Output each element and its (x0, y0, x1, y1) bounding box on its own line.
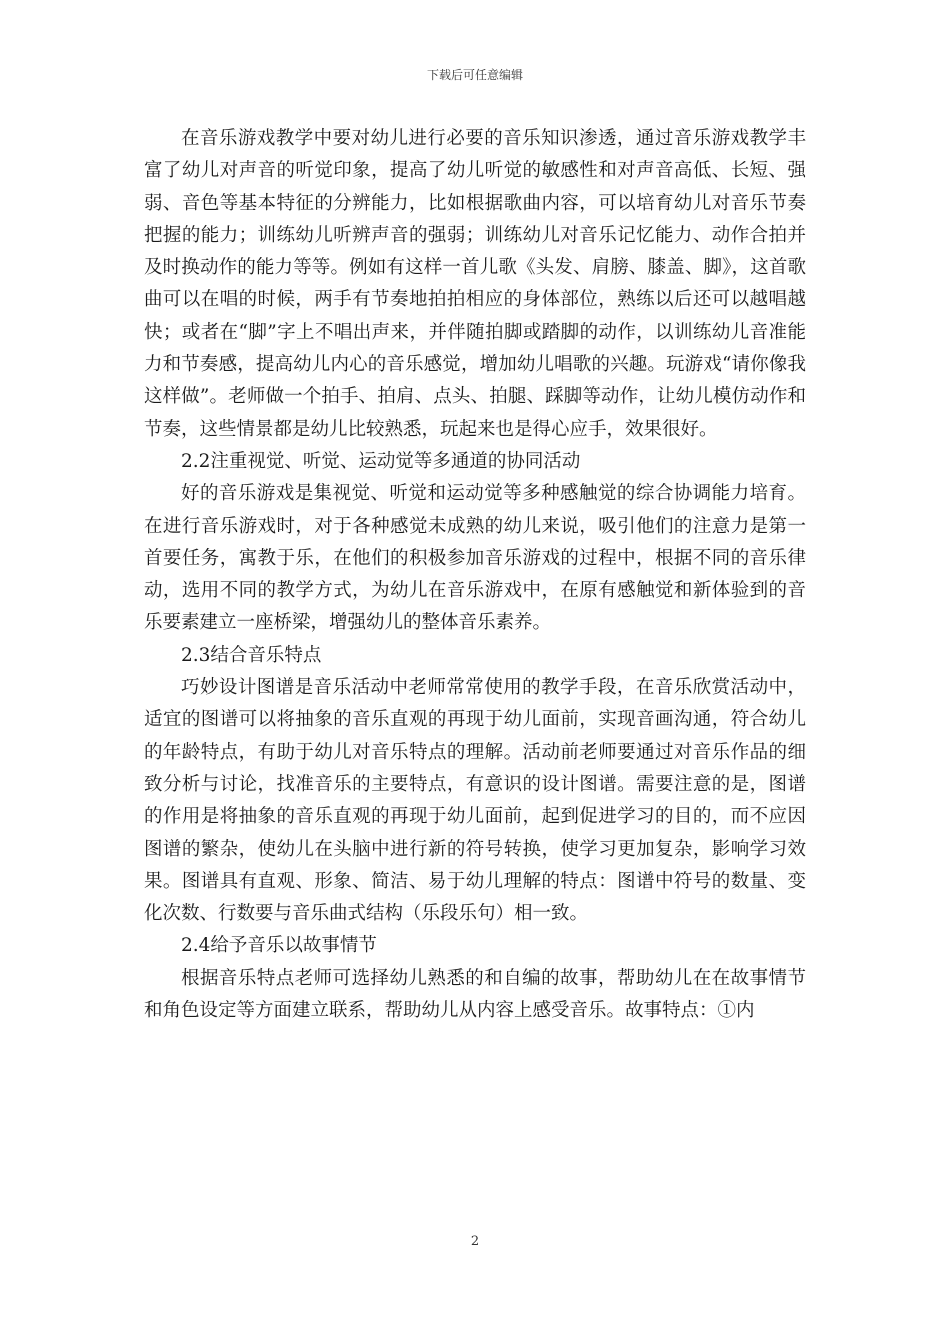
page-number: 2 (470, 1234, 480, 1249)
paragraph-music-knowledge: 在音乐游戏教学中要对幼儿进行必要的音乐知识渗透，通过音乐游戏教学丰富了幼儿对声音的听觉印象，提高了幼儿听觉的敏感性和对声音高低、长短、强弱、音色等基本特征的分辨能力，比如根据歌曲内容，可以培育幼儿对音乐节奏把握的能力；训练幼儿听辨声音的强弱；训练幼儿对音乐记忆能力、动作合拍并及时换动作的能力等等。例如有这样一首儿歌《头发、肩膀、膝盖、脚》，这首歌曲可以在唱的时候，两手有节奏地拍拍相应的身体部位，熟练以后还可以越唱越快；或者在“脚”字上不唱出声来，并伴随拍脚或踏脚的动作，以训练幼儿音准能力和节奏感，提高幼儿内心的音乐感觉，增加幼儿唱歌的兴趣。玩游戏“请你像我这样做”。老师做一个拍手、拍肩、点头、拍腿、踩脚等动作，让幼儿模仿动作和节奏，这些情景都是幼儿比较熟悉，玩起来也是得心应手，效果很好。 (144, 128, 806, 440)
paragraph-graphic-score: 巧妙设计图谱是音乐活动中老师常常使用的教学手段，在音乐欣赏活动中，适宜的图谱可以将抽象的音乐直观的再现于幼儿面前，实现音画沟通，符合幼儿的年龄特点，有助于幼儿对音乐特点的理解。活动前老师要通过对音乐作品的细致分析与讨论，找准音乐的主要特点，有意识的设计图谱。需要注意的是，图谱的作用是将抽象的音乐直观的再现于幼儿面前，起到促进学习的目的，而不应因图谱的繁杂，使幼儿在头脑中进行新的符号转换，使学习更加复杂，影响学习效果。图谱具有直观、形象、简洁、易于幼儿理解的特点：图谱中符号的数量、变化次数、行数要与音乐曲式结构（乐段乐句）相一致。 (144, 677, 806, 925)
paragraph-story-plot: 根据音乐特点老师可选择幼儿熟悉的和自编的故事，帮助幼儿在在故事情节和角色设定等方面建立联系，帮助幼儿从内容上感受音乐。故事特点：①内 (144, 967, 806, 1022)
section-heading-2-4: 2.4给予音乐以故事情节 (181, 935, 377, 957)
section-heading-2-2: 2.2注重视觉、听觉、运动觉等多通道的协同活动 (181, 450, 581, 472)
section-heading-2-3: 2.3结合音乐特点 (181, 644, 322, 666)
paragraph-multichannel: 好的音乐游戏是集视觉、听觉和运动觉等多种感触觉的综合协调能力培育。在进行音乐游戏时，对于各种感觉未成熟的幼儿来说，吸引他们的注意力是第一首要任务，寓教于乐，在他们的积极参加音乐游戏的过程中，根据不同的音乐律动，选用不同的教学方式，为幼儿在音乐游戏中，在原有感触觉和新体验到的音乐要素建立一座桥梁，增强幼儿的整体音乐素养。 (144, 483, 806, 634)
document-body (144, 123, 806, 1027)
page-header: 下载后可任意编辑 (426, 68, 523, 82)
